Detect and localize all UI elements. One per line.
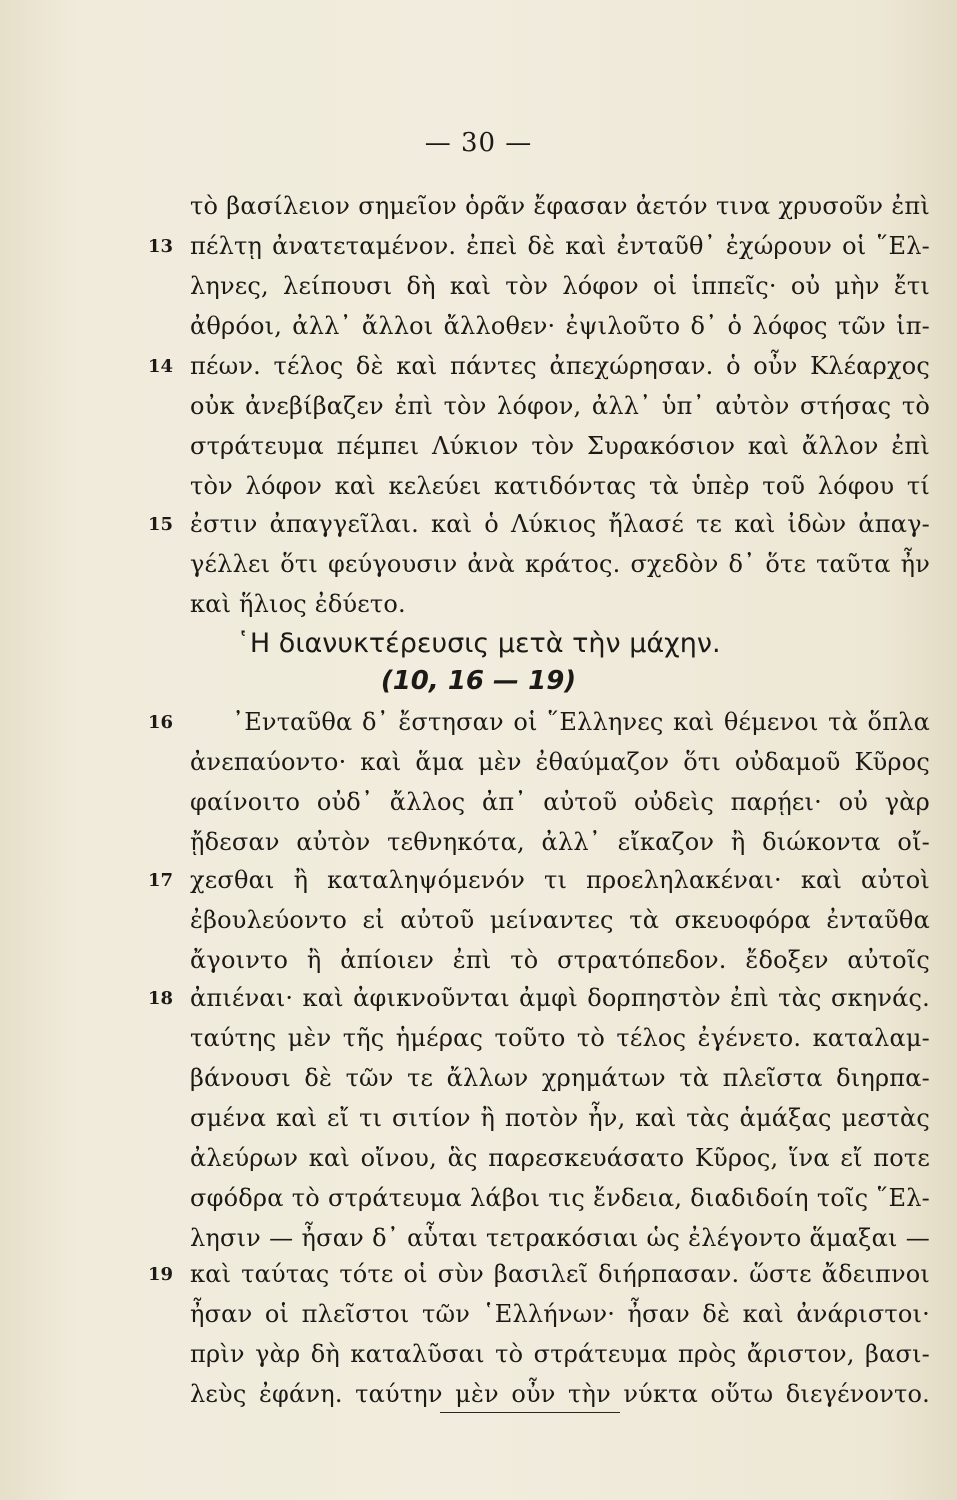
- text-line: ἀνεπαύοντο· καὶ ἅμα μὲν ἐθαύμαζον ὅτι οὐδαμοῦ Κῦρος: [190, 748, 930, 776]
- text-line: χεσθαι ἢ καταληψόμενόν τι προεληλακέναι· καὶ αὐτοὶ: [190, 866, 930, 894]
- margin-number: 15: [148, 514, 174, 535]
- text-line: πέλτῃ ἀνατεταμένον. ἐπεὶ δὲ καὶ ἐνταῦθ᾽ ἐχώρουν οἱ ῞Ελ-: [190, 232, 930, 260]
- text-line: λεὺς ἐφάνη. ταύτην μὲν οὖν τὴν νύκτα οὕτω διεγένοντο.: [190, 1380, 930, 1408]
- text-line: οὐκ ἀνεβίβαζεν ἐπὶ τὸν λόφον, ἀλλ᾽ ὑπ᾽ αὐτὸν στήσας τὸ: [190, 392, 930, 420]
- margin-number: 14: [148, 356, 174, 377]
- text-line: ἐβουλεύοντο εἰ αὐτοῦ μείναντες τὰ σκευοφόρα ἐνταῦθα: [190, 906, 930, 934]
- text-line: ἀλεύρων καὶ οἴνου, ἃς παρεσκευάσατο Κῦρος, ἵνα εἴ ποτε: [190, 1144, 930, 1172]
- page-number: — 30 —: [424, 128, 533, 158]
- text-line: πέων. τέλος δὲ καὶ πάντες ἀπεχώρησαν. ὁ οὖν Κλέαρχος: [190, 352, 930, 380]
- text-line: ἄγοιντο ἢ ἀπίοιεν ἐπὶ τὸ στρατόπεδον. ἔδοξεν αὐτοῖς: [190, 946, 930, 974]
- text-line: πρὶν γὰρ δὴ καταλῦσαι τὸ στράτευμα πρὸς ἄριστον, βασι-: [190, 1340, 930, 1368]
- text-line: γέλλει ὅτι φεύγουσιν ἀνὰ κράτος. σχεδὸν δ᾽ ὅτε ταῦτα ἦν: [190, 550, 930, 578]
- section-reference: (10, 16 — 19): [380, 666, 577, 696]
- text-line: ἀπιέναι· καὶ ἀφικνοῦνται ἀμφὶ δορπηστὸν ἐπὶ τὰς σκηνάς.: [190, 984, 930, 1012]
- margin-number: 19: [148, 1264, 174, 1285]
- section-heading: ῾Η διανυκτέρευσις μετὰ τὴν μάχην.: [236, 628, 721, 659]
- text-line: τὸν λόφον καὶ κελεύει κατιδόντας τὰ ὑπὲρ τοῦ λόφου τί: [190, 472, 930, 500]
- text-line: ᾽Ενταῦθα δ᾽ ἔστησαν οἱ ῞Ελληνες καὶ θέμενοι τὰ ὅπλα: [232, 708, 930, 736]
- text-line: καὶ ταύτας τότε οἱ σὺν βασιλεῖ διήρπασαν. ὥστε ἄδειπνοι: [190, 1260, 930, 1288]
- text-line: ληνες, λείπουσι δὴ καὶ τὸν λόφον οἱ ἱππεῖς· οὐ μὴν ἔτι: [190, 272, 930, 300]
- text-line: φαίνοιτο οὐδ᾽ ἄλλος ἀπ᾽ αὐτοῦ οὐδεὶς παρῄει· οὐ γὰρ: [190, 788, 930, 816]
- text-line: στράτευμα πέμπει Λύκιον τὸν Συρακόσιον καὶ ἄλλον ἐπὶ: [190, 432, 930, 460]
- text-line: σμένα καὶ εἴ τι σιτίον ἢ ποτὸν ἦν, καὶ τὰς ἁμάξας μεστὰς: [190, 1104, 930, 1132]
- text-line: λησιν — ἦσαν δ᾽ αὗται τετρακόσιαι ὡς ἐλέγοντο ἅμαξαι —: [190, 1224, 930, 1252]
- margin-number: 18: [148, 988, 174, 1009]
- margin-number: 16: [148, 712, 174, 733]
- margin-number: 17: [148, 870, 174, 891]
- text-line: ἐστιν ἀπαγγεῖλαι. καὶ ὁ Λύκιος ἤλασέ τε καὶ ἰδὼν ἀπαγ-: [190, 510, 930, 538]
- text-line: τὸ βασίλειον σημεῖον ὁρᾶν ἔφασαν ἀετόν τινα χρυσοῦν ἐπὶ: [190, 192, 930, 220]
- closing-rule: [440, 1412, 620, 1413]
- text-line: σφόδρα τὸ στράτευμα λάβοι τις ἔνδεια, διαδιδοίη τοῖς ῞Ελ-: [190, 1184, 930, 1212]
- text-line: ᾔδεσαν αὐτὸν τεθνηκότα, ἀλλ᾽ εἴκαζον ἢ διώκοντα οἴ-: [190, 828, 930, 856]
- text-line: ἀθρόοι, ἀλλ᾽ ἄλλοι ἄλλοθεν· ἐψιλοῦτο δ᾽ ὁ λόφος τῶν ἱπ-: [190, 312, 930, 340]
- text-line: ἦσαν οἱ πλεῖστοι τῶν ῾Ελλήνων· ἦσαν δὲ καὶ ἀνάριστοι·: [190, 1300, 930, 1328]
- text-line: βάνουσι δὲ τῶν τε ἄλλων χρημάτων τὰ πλεῖστα διηρπα-: [190, 1064, 930, 1092]
- margin-number: 13: [148, 236, 174, 257]
- text-line: καὶ ἥλιος ἐδύετο.: [190, 590, 406, 618]
- text-line: ταύτης μὲν τῆς ἡμέρας τοῦτο τὸ τέλος ἐγένετο. καταλαμ-: [190, 1024, 930, 1052]
